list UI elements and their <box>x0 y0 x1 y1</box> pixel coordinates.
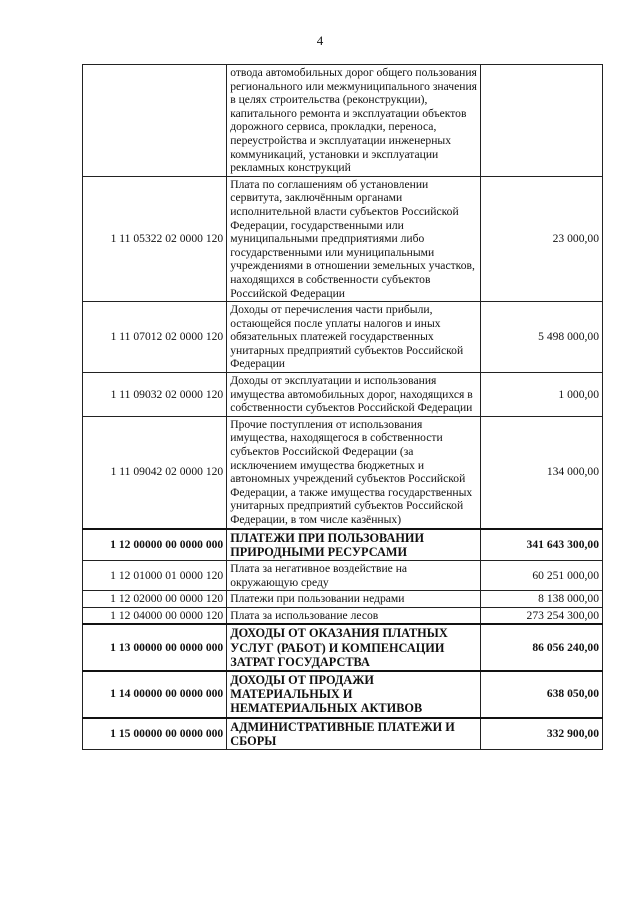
description-cell: ПЛАТЕЖИ ПРИ ПОЛЬЗОВАНИИ ПРИРОДНЫМИ РЕСУРСАМИ <box>227 529 481 561</box>
page-number: 4 <box>316 33 324 48</box>
table-row <box>83 416 603 528</box>
budget-code-cell: 1 14 00000 00 0000 000 <box>83 671 227 718</box>
budget-code-cell: 1 11 09032 02 0000 120 <box>83 373 227 417</box>
table-row <box>83 591 603 608</box>
amount-cell: 5 498 000,00 <box>481 302 603 373</box>
budget-code-cell <box>83 65 227 177</box>
description-cell: Доходы от перечисления части прибыли, остающейся после уплаты налогов и иных обязательных платежей государственных унитарных предприятий субъектов Российской Федерации <box>227 302 481 373</box>
amount-cell: 1 000,00 <box>481 373 603 417</box>
amount-cell: 638 050,00 <box>481 671 603 718</box>
budget-code-cell: 1 12 01000 01 0000 120 <box>83 561 227 591</box>
budget-code-cell: 1 12 02000 00 0000 120 <box>83 591 227 608</box>
amount-cell: 341 643 300,00 <box>481 529 603 561</box>
table-row <box>83 373 603 417</box>
table-row <box>83 65 603 177</box>
description-cell: Доходы от эксплуатации и использования имущества автомобильных дорог, находящихся в собственности субъектов Российской Федерации <box>227 373 481 417</box>
amount-cell: 23 000,00 <box>481 176 603 301</box>
description-cell: отвода автомобильных дорог общего пользования регионального или межмуниципального значения в целях строительства (реконструкции), капитального ремонта и эксплуатации объектов дорожного сервиса, прокладки, переноса, переустройства и эксплуатации инженерных коммуникаций, установки и эксплуатации рекламных конструкций <box>227 65 481 177</box>
budget-revenue-table <box>82 64 603 750</box>
description-cell: ДОХОДЫ ОТ ОКАЗАНИЯ ПЛАТНЫХ УСЛУГ (РАБОТ) И КОМПЕНСАЦИИ ЗАТРАТ ГОСУДАРСТВА <box>227 624 481 671</box>
amount-cell: 332 900,00 <box>481 718 603 750</box>
table-row <box>83 671 603 718</box>
table-body <box>83 65 603 750</box>
budget-code-cell: 1 15 00000 00 0000 000 <box>83 718 227 750</box>
budget-code-cell: 1 11 05322 02 0000 120 <box>83 176 227 301</box>
description-cell: Плата за использование лесов <box>227 607 481 624</box>
table-row <box>83 624 603 671</box>
table-row <box>83 561 603 591</box>
description-cell: Прочие поступления от использования имущества, находящегося в собственности субъектов Российской Федерации (за исключением имущества бюджетных и автономных учреждений субъектов Российской Федерации, а также имущества государственных унитарных предприятий субъектов Российской Федерации, в том числе казённых) <box>227 416 481 528</box>
amount-cell: 273 254 300,00 <box>481 607 603 624</box>
table-row <box>83 302 603 373</box>
amount-cell: 134 000,00 <box>481 416 603 528</box>
budget-code-cell: 1 13 00000 00 0000 000 <box>83 624 227 671</box>
amount-cell: 86 056 240,00 <box>481 624 603 671</box>
description-cell: Платежи при пользовании недрами <box>227 591 481 608</box>
budget-code-cell: 1 11 07012 02 0000 120 <box>83 302 227 373</box>
table-row <box>83 529 603 561</box>
table-row <box>83 176 603 301</box>
budget-code-cell: 1 12 00000 00 0000 000 <box>83 529 227 561</box>
budget-code-cell: 1 11 09042 02 0000 120 <box>83 416 227 528</box>
amount-cell <box>481 65 603 177</box>
amount-cell: 60 251 000,00 <box>481 561 603 591</box>
amount-cell: 8 138 000,00 <box>481 591 603 608</box>
description-cell: АДМИНИСТРАТИВНЫЕ ПЛАТЕЖИ И СБОРЫ <box>227 718 481 750</box>
description-cell: Плата за негативное воздействие на окружающую среду <box>227 561 481 591</box>
description-cell: Плата по соглашениям об установлении сервитута, заключённым органами исполнительной власти субъектов Российской Федерации, государственными или муниципальными предприятиями либо государственными или муниципальными учреждениями в отношении земельных участков, находящихся в собственности субъектов Российской Федерации <box>227 176 481 301</box>
table-row <box>83 607 603 624</box>
table-row <box>83 718 603 750</box>
budget-code-cell: 1 12 04000 00 0000 120 <box>83 607 227 624</box>
description-cell: ДОХОДЫ ОТ ПРОДАЖИ МАТЕРИАЛЬНЫХ И НЕМАТЕРИАЛЬНЫХ АКТИВОВ <box>227 671 481 718</box>
